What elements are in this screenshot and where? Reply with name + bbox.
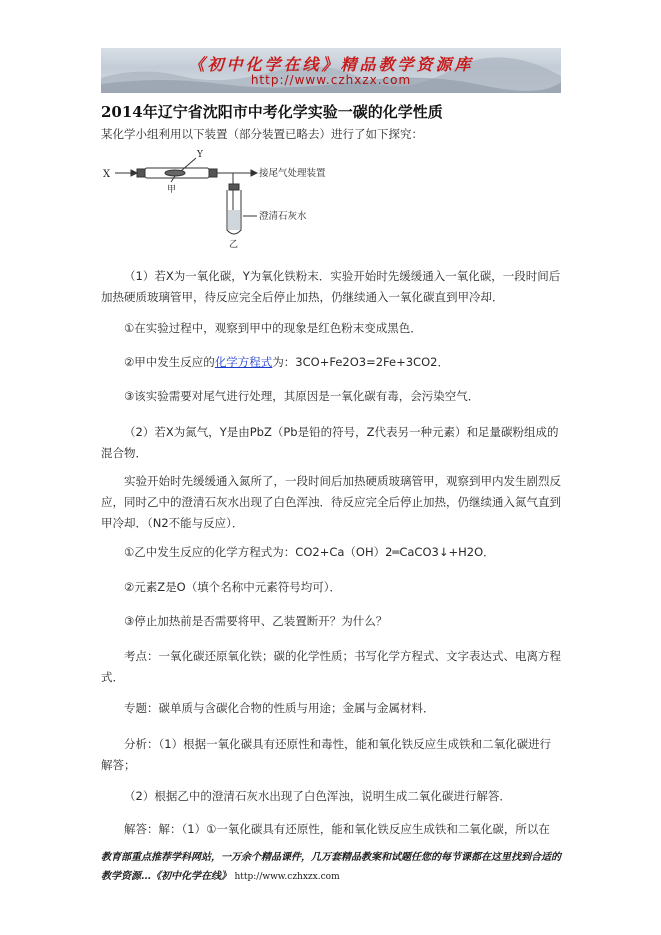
footer-url[interactable]: http://www.czhxzx.com: [234, 872, 340, 882]
paragraph-5: （2）若X为氮气，Y是由PbZ（Pb是铅的符号，Z代表另一种元素）和足量碳粉组成的混合物．: [101, 425, 559, 460]
label-limewater: 澄清石灰水: [259, 211, 307, 222]
paragraph-4: ③该实验需要对尾气进行处理，其原因是一氧化碳有毒，会污染空气．: [124, 389, 480, 403]
paragraph-6: 实验开始时先缓缓通入氮所了，一段时间后加热硬质玻璃管甲，观察到甲内发生剧烈反应，同时乙中的澄清石灰水出现了白色浑浊．待反应完全后停止加热，仍继续通入氮气直到甲冷却．（N2不能与反应）．: [101, 474, 561, 530]
intro-text: 某化学小组利用以下装置（部分装置已略去）进行了如下探究：: [101, 127, 423, 141]
label-yi: 乙: [229, 240, 239, 250]
header-banner: [101, 48, 561, 93]
paragraph-8: ②元素Z是O（填个名称中元素符号均可）．: [124, 580, 341, 594]
paragraph-10: 考点：一氧化碳还原氧化铁；碳的化学性质；书写化学方程式、文字表达式、电离方程式．: [101, 649, 561, 684]
paragraph-13: （2）根据乙中的澄清石灰水出现了白色浑浊，说明生成二氧化碳进行解答．: [124, 789, 511, 803]
banner-url[interactable]: http://www.czhxzx.com: [250, 73, 412, 87]
label-exhaust: 接尾气处理装置: [259, 168, 326, 179]
footer-site-name: 教学资源…《初中化学在线》: [101, 871, 231, 882]
paragraph-2: ①在实验过程中，观察到甲中的现象是红色粉末变成黑色．: [124, 321, 422, 335]
p3-suffix: 为：3CO+Fe2O3=2Fe+3CO2．: [272, 355, 449, 369]
page-title: 2014年辽宁省沈阳市中考化学实验一碳的化学性质: [101, 103, 443, 121]
label-y: Y: [197, 150, 203, 160]
apparatus-diagram: [101, 144, 361, 250]
footer-line-2: [101, 867, 571, 887]
paragraph-14: 解答：解：（1）①一氧化碳具有还原性，能和氧化铁反应生成铁和二氧化碳，所以在: [124, 822, 550, 836]
page-footer: [101, 848, 571, 887]
label-x: X: [103, 169, 111, 180]
paragraph-1: （1）若X为一氧化碳，Y为氧化铁粉末．实验开始时先缓缓通入一氧化碳，一段时间后加热硬质玻璃管甲，待反应完全后停止加热，仍继续通入一氧化碳直到甲冷却．: [101, 269, 561, 304]
paragraph-9: ③停止加热前是否需要将甲、乙装置断开？为什么？: [124, 614, 388, 628]
paragraph-12: 分析：（1）根据一氧化碳具有还原性和毒性，能和氧化铁反应生成铁和二氧化碳进行解答；: [101, 737, 552, 772]
paragraph-11: 专题：碳单质与含碳化合物的性质与用途；金属与金属材料．: [124, 701, 435, 715]
p3-prefix: ②甲中发生反应的: [124, 355, 215, 369]
banner-title: 《初中化学在线》精品教学资源库: [188, 55, 474, 74]
footer-line-1: 教育部重点推荐学科网站，一万余个精品课件，几万套精品教案和试题任您的每节课都在这里找到合适的: [101, 852, 561, 863]
paragraph-3: [101, 352, 561, 373]
chemical-equation-link[interactable]: 化学方程式: [214, 355, 273, 369]
label-jia: 甲: [167, 185, 177, 195]
paragraph-7: ①乙中发生反应的化学方程式为：CO2+Ca（OH）2═CaCO3↓+H2O．: [124, 545, 495, 559]
